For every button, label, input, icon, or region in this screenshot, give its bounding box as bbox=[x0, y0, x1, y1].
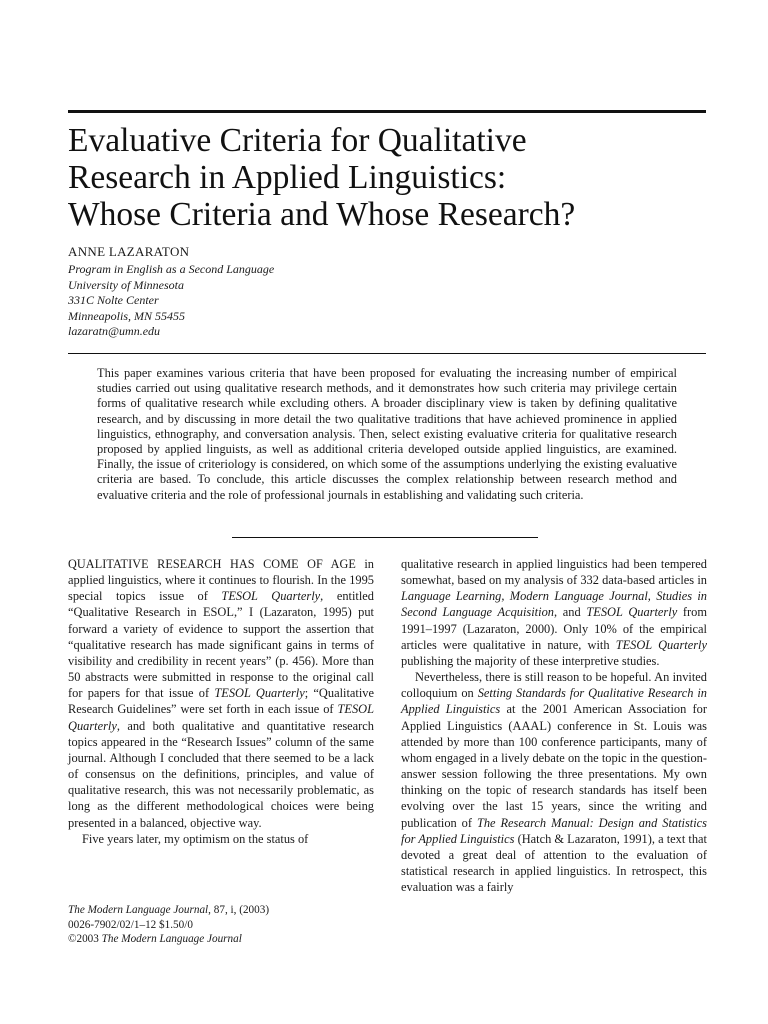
article-title bbox=[68, 122, 708, 233]
left-column bbox=[68, 556, 374, 847]
author-name: ANNE LAZARATON bbox=[68, 244, 190, 259]
publication-footnote bbox=[68, 903, 368, 947]
journal-citation: The Modern Language Journal, 87, i, (2003) bbox=[68, 904, 270, 916]
title-line: Evaluative Criteria for Qualitative bbox=[68, 122, 527, 159]
right-column bbox=[401, 556, 707, 895]
body-paragraph: Nevertheless, there is still reason to be hopeful. An invited colloquium on Setting Standards for Qualitative Research in Applied Linguistics at the 2001 American Association for Applied Linguistics (AAAL) conference in St. Louis was attended by more than 100 conference participants, many of whom engaged in a lively debate on the topic in the question-answer session following the three presentations. My own thinking on the topic of research standards has itself been evolving over the last 15 years, since the writing and publication of The Research Manual: Design and Statistics for Applied Linguistics (Hatch & Lazaraton, 1991), a text that devoted a great deal of attention to the evaluation of statistical research in applied linguistics. In retrospect, this evaluation was a fairly bbox=[401, 670, 708, 895]
affiliation-line: Program in English as a Second Language bbox=[68, 262, 275, 276]
body-paragraph: Five years later, my optimism on the status of bbox=[82, 831, 309, 846]
body-paragraph: qualitative research in applied linguistics had been tempered somewhat, based on my analysis of 332 data-based articles in Language Learning, Modern Language Journal, Studies in Second Language Acquisition, and TESOL Quarterly from 1991–1997 (Lazaraton, 2000). Only 10% of the empirical articles were qualitative in nature, with TESOL Quarterly publishing the majority of these interpretive studies. bbox=[401, 557, 707, 668]
issn-code: 0026-7902/02/1–12 $1.50/0 bbox=[68, 918, 193, 931]
author-email: lazaratn@umn.edu bbox=[68, 324, 161, 338]
abstract: This paper examines various criteria that have been proposed for evaluating the increasing number of empirical studies carried out using qualitative research methods, and it demonstrates how such criteria may privilege certain forms of qualitative research while excluding others. A broader disciplinary view is taken by defining qualitative research, and by discussing in more detail the two qualitative traditions that have achieved prominence in applied linguistics, ethnography, and conversation analysis. Then, select existing evaluative criteria for qualitative research proposed by applied linguists, as well as additional criteria developed outside applied linguistics, are examined. Finally, the issue of criteriology is considered, on which some of the assumptions underlying the existing evaluative criteria are based. To conclude, this article discusses the complex relationship between research method and evaluative criteria and the role of professional journals in establishing and validating such criteria. bbox=[97, 366, 677, 502]
affiliation-line: Minneapolis, MN 55455 bbox=[68, 308, 185, 323]
affiliation-line: 331C Nolte Center bbox=[68, 293, 159, 307]
author-affiliation bbox=[68, 262, 274, 340]
affiliation-line: University of Minnesota bbox=[68, 277, 184, 292]
copyright-line: ©2003 The Modern Language Journal bbox=[68, 933, 242, 945]
title-line: Research in Applied Linguistics: bbox=[68, 159, 507, 196]
top-rule bbox=[68, 110, 706, 113]
lead-in: QUALITATIVE RESEARCH HAS COME OF AGE bbox=[68, 557, 356, 571]
body-paragraph: QUALITATIVE RESEARCH HAS COME OF AGE in applied linguistics, where it continues to flourish. In the 1995 special topics issue of TESOL Quarterly, entitled “Qualitative Research in ESOL,” I (Lazaraton, 1995) put forward a variety of evidence to support the assertion that “qualitative research has made significant gains in terms of visibility and credibility in recent years” (p. 456). More than 50 abstracts were submitted in response to the original call for papers for that issue of TESOL Quarterly; “Qualitative Research Guidelines” were set forth in each issue of TESOL Quarterly, and both qualitative and quantitative research topics appeared in the “Research Issues” column of the same journal. Although I concluded that there seemed to be a lack of consensus on the definitions, principles, and value of qualitative research, this was not necessarily problematic, as long as the different methodological choices were being presented in a balanced, objective way. bbox=[68, 557, 374, 830]
title-line: Whose Criteria and Whose Research? bbox=[68, 196, 576, 233]
section-rule bbox=[68, 353, 706, 354]
abstract-divider bbox=[232, 537, 538, 538]
